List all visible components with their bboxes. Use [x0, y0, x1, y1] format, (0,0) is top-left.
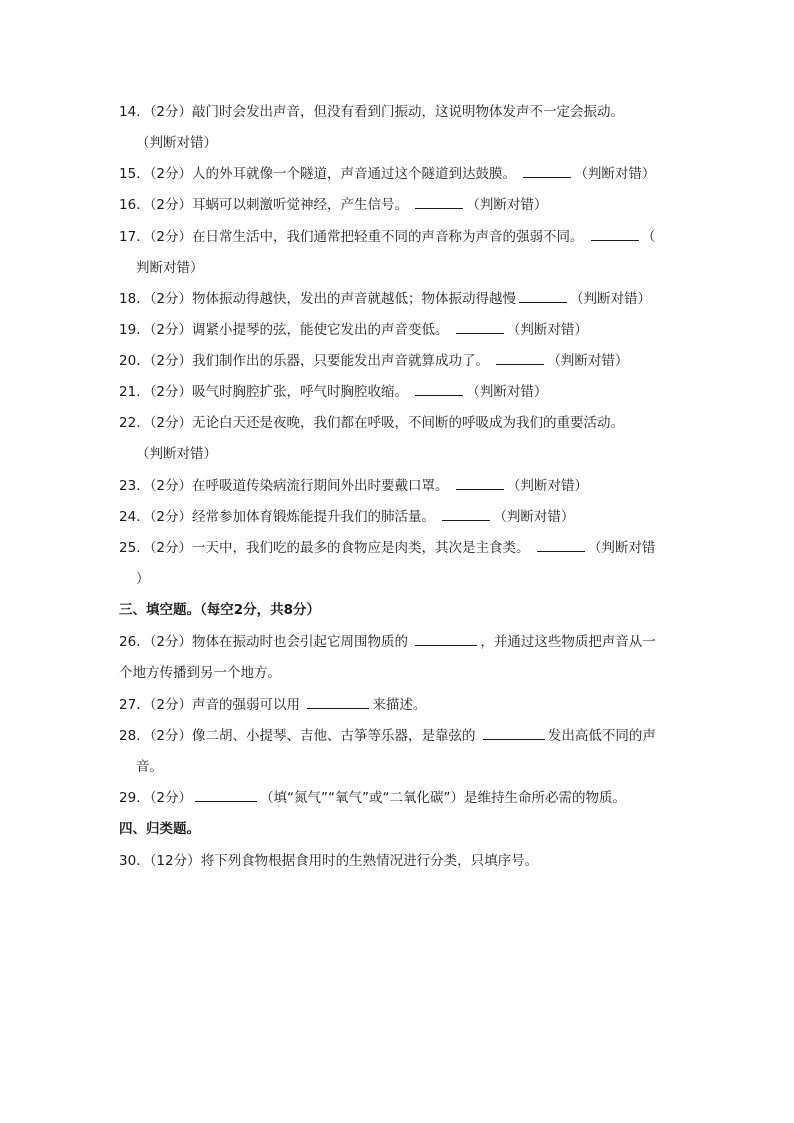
question-score: （12分）	[149, 853, 201, 869]
answer-blank[interactable]	[496, 350, 544, 365]
question-number: 29	[119, 790, 137, 806]
question-text-after: 发出高低不同的声	[547, 728, 656, 744]
question-score: （2分）	[149, 229, 193, 245]
question-text-before: 声音的强弱可以用	[192, 697, 301, 713]
section-heading-fill-in: 三、填空题。（每空2分，共8分）	[119, 602, 321, 618]
question-21: 21．（2分）吸气时胸腔扩张，呼气时胸腔收缩。 （判断对错）	[119, 377, 679, 408]
answer-blank[interactable]	[519, 288, 567, 303]
question-text-after: （填“氮气”“氧气”或“二氧化碳”）是维持生命所必需的物质。	[260, 790, 626, 806]
question-continuation: 判断对错）	[136, 260, 204, 276]
answer-blank[interactable]	[456, 319, 504, 334]
question-number: 21	[119, 384, 137, 400]
question-number: 24	[119, 509, 137, 525]
question-19: 19．（2分）调紧小提琴的弦，能使它发出的声音变低。 （判断对错）	[119, 315, 679, 346]
question-score: （2分）	[149, 634, 193, 650]
answer-blank[interactable]	[523, 163, 571, 178]
question-number: 20	[119, 353, 137, 369]
judge-hint: （判断对错）	[547, 353, 629, 369]
question-text-after: ，并通过这些物质把声音从一	[480, 634, 656, 650]
question-score: （2分）	[149, 166, 193, 182]
question-25: 25．（2分）一天中，我们吃的最多的食物应是肉类，其次是主食类。 （判断对错 ）	[119, 533, 679, 595]
question-number: 25	[119, 540, 137, 556]
question-score: （2分）	[149, 790, 193, 806]
answer-blank[interactable]	[415, 381, 463, 396]
question-29: 29．（2分） （填“氮气”“氧气”或“二氧化碳”）是维持生命所必需的物质。	[119, 783, 679, 814]
question-text: 调紧小提琴的弦，能使它发出的声音变低。	[192, 322, 449, 338]
question-continuation: 音。	[136, 759, 163, 775]
question-26: 26．（2分）物体在振动时也会引起它周围物质的 ，并通过这些物质把声音从一 个地方传播到另一个地方。	[119, 627, 679, 689]
question-number: 19	[119, 322, 137, 338]
question-score: （2分）	[149, 353, 193, 369]
answer-blank[interactable]	[591, 226, 639, 241]
judge-hint: （判断对错）	[466, 384, 548, 400]
question-text: 将下列食物根据食用时的生熟情况进行分类，只填序号。	[200, 853, 539, 869]
question-text: 吸气时胸腔扩张，呼气时胸腔收缩。	[192, 384, 409, 400]
question-score: （2分）	[149, 728, 193, 744]
question-24: 24．（2分）经常参加体育锻炼能提升我们的肺活量。 （判断对错）	[119, 502, 679, 533]
question-continuation: （判断对错）	[136, 135, 217, 151]
judge-hint: （判断对错	[587, 540, 656, 556]
answer-blank[interactable]	[442, 506, 490, 521]
question-20: 20．（2分）我们制作出的乐器，只要能发出声音就算成功了。 （判断对错）	[119, 346, 679, 377]
question-score: （2分）	[149, 478, 193, 494]
question-continuation: ）	[136, 571, 150, 587]
question-23: 23．（2分）在呼吸道传染病流行期间外出时要戴口罩。 （判断对错）	[119, 471, 679, 502]
judge-hint: （判断对错）	[574, 166, 656, 182]
judge-hint: （判断对错）	[506, 478, 588, 494]
judge-hint: （判断对错）	[506, 322, 588, 338]
question-number: 15	[119, 166, 137, 182]
judge-hint: （判断对错）	[466, 197, 548, 213]
question-text: 人的外耳就像一个隧道，声音通过这个隧道到达鼓膜。	[192, 166, 517, 182]
question-score: （2分）	[149, 197, 193, 213]
question-score: （2分）	[149, 104, 193, 120]
answer-blank[interactable]	[415, 194, 463, 209]
question-text-before: 物体在振动时也会引起它周围物质的	[192, 634, 409, 650]
question-22: 22．（2分）无论白天还是夜晚，我们都在呼吸，不间断的呼吸成为我们的重要活动。 （判断对错）	[119, 408, 679, 470]
question-score: （2分）	[149, 384, 193, 400]
answer-blank[interactable]	[483, 725, 545, 740]
question-number: 27	[119, 697, 137, 713]
question-number: 28	[119, 728, 137, 744]
answer-blank[interactable]	[195, 787, 257, 802]
question-text: 耳蜗可以刺激听觉神经，产生信号。	[192, 197, 409, 213]
question-number: 30	[119, 853, 137, 869]
question-score: （2分）	[149, 291, 193, 307]
question-text: 在日常生活中，我们通常把轻重不同的声音称为声音的强弱不同。	[192, 229, 584, 245]
question-28: 28．（2分）像二胡、小提琴、吉他、古筝等乐器，是靠弦的 发出高低不同的声 音。	[119, 721, 679, 783]
judge-hint: （判断对错）	[570, 291, 652, 307]
question-text: 物体振动得越快，发出的声音就越低；物体振动得越慢	[192, 291, 517, 307]
question-number: 26	[119, 634, 137, 650]
judge-hint: （判断对错）	[493, 509, 575, 525]
question-14: 14．（2分）敲门时会发出声音，但没有看到门振动，这说明物体发声不一定会振动。 （判断对错）	[119, 97, 679, 159]
question-27: 27．（2分）声音的强弱可以用 来描述。	[119, 690, 679, 721]
question-number: 16	[119, 197, 137, 213]
judge-hint: （	[641, 229, 656, 245]
question-score: （2分）	[149, 509, 193, 525]
question-text: 经常参加体育锻炼能提升我们的肺活量。	[192, 509, 436, 525]
question-number: 17	[119, 229, 137, 245]
question-score: （2分）	[149, 540, 193, 556]
question-score: （2分）	[149, 415, 193, 431]
question-continuation: （判断对错）	[136, 446, 217, 462]
question-number: 18	[119, 291, 137, 307]
answer-blank[interactable]	[307, 694, 369, 709]
question-18: 18．（2分）物体振动得越快，发出的声音就越低；物体振动得越慢 （判断对错）	[119, 284, 679, 315]
answer-blank[interactable]	[537, 537, 585, 552]
question-continuation: 个地方传播到另一个地方。	[119, 665, 281, 681]
question-score: （2分）	[149, 322, 193, 338]
question-text: 一天中，我们吃的最多的食物应是肉类，其次是主食类。	[192, 540, 530, 556]
question-score: （2分）	[149, 697, 193, 713]
question-text: 无论白天还是夜晚，我们都在呼吸，不间断的呼吸成为我们的重要活动。	[192, 415, 625, 431]
question-text-after: 来描述。	[372, 697, 427, 713]
question-30: 30．（12分）将下列食物根据食用时的生熟情况进行分类，只填序号。	[119, 853, 539, 869]
question-number: 14	[119, 104, 137, 120]
answer-blank[interactable]	[456, 475, 504, 490]
question-16: 16．（2分）耳蜗可以刺激听觉神经，产生信号。 （判断对错）	[119, 190, 679, 221]
question-text: 我们制作出的乐器，只要能发出声音就算成功了。	[192, 353, 490, 369]
section-heading-classify: 四、归类题。	[119, 821, 200, 837]
question-text-before: 像二胡、小提琴、吉他、古筝等乐器，是靠弦的	[192, 728, 476, 744]
question-17: 17．（2分）在日常生活中，我们通常把轻重不同的声音称为声音的强弱不同。 （ 判断对错）	[119, 222, 679, 284]
question-text: 在呼吸道传染病流行期间外出时要戴口罩。	[192, 478, 449, 494]
question-15: 15．（2分）人的外耳就像一个隧道，声音通过这个隧道到达鼓膜。 （判断对错）	[119, 159, 679, 190]
question-number: 22	[119, 415, 137, 431]
question-text: 敲门时会发出声音，但没有看到门振动，这说明物体发声不一定会振动。	[192, 104, 625, 120]
answer-blank[interactable]	[415, 631, 477, 646]
question-number: 23	[119, 478, 137, 494]
